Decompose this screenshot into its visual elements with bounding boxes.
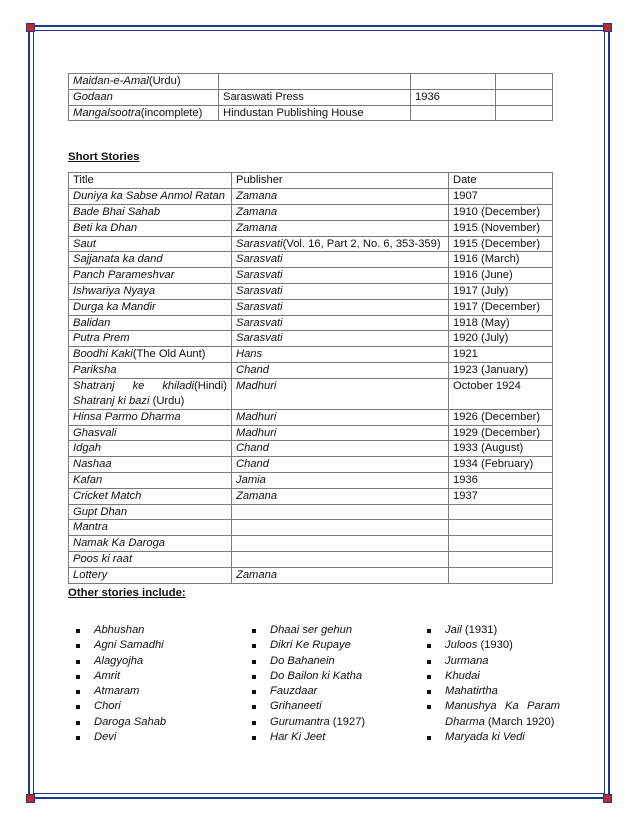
list-item: Jail (1931) <box>425 623 560 638</box>
story-publisher: Chand <box>236 363 269 376</box>
list-item: Har Ki Jeet <box>250 730 410 745</box>
story-publisher: Madhuri <box>232 378 449 409</box>
list-item: Atmaram <box>74 684 234 699</box>
story-title: Durga ka Mandir <box>73 300 156 313</box>
table-row <box>69 488 553 504</box>
story-publisher: Chand <box>232 441 449 457</box>
table-row <box>69 457 553 473</box>
story-title: Cricket Match <box>69 488 232 504</box>
story-publisher <box>232 536 449 552</box>
list-item: Amrit <box>74 669 234 684</box>
story-title: Gupt Dhan <box>69 504 232 520</box>
column-header: Date <box>449 173 553 189</box>
story-date: 1916 (March) <box>449 252 553 268</box>
story-publisher: Sarasvati <box>236 269 283 282</box>
story-date: 1933 (August) <box>449 441 553 457</box>
story-date: 1915 (November) <box>449 220 553 236</box>
corner-ornament <box>603 794 612 803</box>
table-row <box>69 268 553 284</box>
story-date: 1917 (July) <box>449 283 553 299</box>
novel-title: Mangalsootra <box>73 106 141 119</box>
story-publisher: Zamana <box>236 190 278 203</box>
table-row: Shatranj ke khiladi(Hindi) Shatranj ki bazi (Urdu) Madhuri October 1924 <box>69 378 553 409</box>
list-item: Mahatirtha <box>425 684 560 699</box>
story-publisher: Zamana <box>232 488 449 504</box>
story-date: 1937 <box>449 488 553 504</box>
story-publisher: Sarasvati <box>236 332 283 345</box>
story-publisher: Chand <box>232 457 449 473</box>
story-date: 1918 (May) <box>449 315 553 331</box>
table-row <box>69 520 553 536</box>
other-stories-heading: Other stories include: <box>68 586 186 599</box>
list-item: Alagyojha <box>74 654 234 669</box>
story-date <box>449 551 553 567</box>
story-publisher: Hans <box>236 348 263 361</box>
story-title: Saut <box>73 237 97 250</box>
table-row <box>69 252 553 268</box>
table-row <box>69 536 553 552</box>
story-publisher <box>232 551 449 567</box>
novels-table <box>68 73 553 121</box>
story-date: 1923 (January) <box>449 362 553 378</box>
novel-date <box>411 74 496 90</box>
novel-publisher: Saraswati Press <box>219 89 411 105</box>
story-date: 1920 (July) <box>449 331 553 347</box>
story-publisher: Sarasvati <box>236 237 283 250</box>
story-title: Kafan <box>69 472 232 488</box>
list-item: Abhushan <box>74 623 234 638</box>
story-title: Bade Bhai Sahab <box>73 205 161 218</box>
list-item: Daroga Sahab <box>74 715 234 730</box>
story-title: Namak Ka Daroga <box>69 536 232 552</box>
story-date: 1934 (February) <box>449 457 553 473</box>
story-date <box>449 567 553 583</box>
list-item: Grihaneeti <box>250 699 410 714</box>
table-row <box>69 425 553 441</box>
story-title: Poos ki raat <box>69 551 232 567</box>
story-date: 1936 <box>449 472 553 488</box>
table-row <box>69 472 553 488</box>
story-title: Hinsa Parmo Dharma <box>69 409 232 425</box>
story-title: Mantra <box>69 520 232 536</box>
story-title: Pariksha <box>73 363 117 376</box>
corner-ornament <box>26 23 35 32</box>
story-title: Sajjanata ka dand <box>73 253 163 266</box>
list-item: Do Bahanein <box>250 654 410 669</box>
story-date: 1926 (December) <box>449 409 553 425</box>
table-row <box>69 551 553 567</box>
table-row <box>69 89 553 105</box>
table-row <box>69 504 553 520</box>
story-title: Lottery <box>69 567 232 583</box>
novel-date: 1936 <box>411 89 496 105</box>
story-title: Nashaa <box>69 457 232 473</box>
table-row <box>69 331 553 347</box>
story-publisher: Madhuri <box>232 409 449 425</box>
novel-title: Godaan <box>73 90 113 103</box>
novel-publisher <box>219 74 411 90</box>
story-title: Putra Prem <box>73 332 130 345</box>
novel-title: Maidan-e-Amal <box>73 75 149 87</box>
story-date <box>449 504 553 520</box>
list-item: Gurumantra (1927) <box>250 715 410 730</box>
story-publisher <box>232 504 449 520</box>
story-date: 1917 (December) <box>449 299 553 315</box>
table-row <box>69 220 553 236</box>
table-row <box>69 189 553 205</box>
table-row <box>69 567 553 583</box>
story-title: Boodhi Kaki <box>73 348 133 361</box>
table-row: Boodhi Kaki(The Old Aunt) Hans 1921 <box>69 347 553 363</box>
list-item: Manushya Ka Param Dharma (March 1920) <box>425 699 560 730</box>
column-header: Title <box>69 173 232 189</box>
short-stories-heading: Short Stories <box>68 151 140 164</box>
story-date: October 1924 <box>449 378 553 409</box>
story-title: Ghasvali <box>69 425 232 441</box>
table-row: Saut Sarasvati(Vol. 16, Part 2, No. 6, 353-359) 1915 (December) <box>69 236 553 252</box>
list-item: Maryada ki Vedi <box>425 730 560 745</box>
story-publisher: Zamana <box>232 567 449 583</box>
table-row <box>69 315 553 331</box>
story-date: 1907 <box>449 189 553 205</box>
table-row <box>69 299 553 315</box>
list-item: Jurmana <box>425 654 560 669</box>
story-title: Idgah <box>69 441 232 457</box>
list-item: Dikri Ke Rupaye <box>250 638 410 653</box>
table-row <box>69 441 553 457</box>
story-publisher: Sarasvati <box>236 316 283 329</box>
corner-ornament <box>603 23 612 32</box>
table-header-row <box>69 173 553 189</box>
column-header: Publisher <box>232 173 449 189</box>
story-date: 1910 (December) <box>449 204 553 220</box>
story-date <box>449 536 553 552</box>
table-row <box>69 409 553 425</box>
story-title: Balidan <box>73 316 111 329</box>
list-item: Chori <box>74 699 234 714</box>
table-row <box>69 362 553 378</box>
story-publisher: Sarasvati <box>236 284 283 297</box>
other-stories-column <box>250 623 410 745</box>
list-item: Juloos (1930) <box>425 638 560 653</box>
story-date <box>449 520 553 536</box>
story-title: Panch Parameshvar <box>73 269 175 282</box>
other-stories-column <box>425 623 560 745</box>
list-item: Devi <box>74 730 234 745</box>
story-publisher: Zamana <box>236 205 278 218</box>
story-publisher: Jamia <box>232 472 449 488</box>
story-date: 1929 (December) <box>449 425 553 441</box>
story-title: Ishwariya Nyaya <box>73 284 156 297</box>
other-stories-column <box>74 623 234 745</box>
story-publisher: Sarasvati <box>236 253 283 266</box>
story-title: Duniya ka Sabse Anmol Ratan <box>73 190 225 203</box>
story-date: 1921 <box>449 347 553 363</box>
corner-ornament <box>26 794 35 803</box>
table-row: Mangalsootra(incomplete) Hindustan Publishing House <box>69 105 553 121</box>
list-item: Agni Samadhi <box>74 638 234 653</box>
story-publisher <box>232 520 449 536</box>
story-publisher: Zamana <box>236 221 278 234</box>
story-date: 1915 (December) <box>449 236 553 252</box>
story-publisher: Madhuri <box>232 425 449 441</box>
list-item: Do Bailon ki Katha <box>250 669 410 684</box>
novel-date <box>411 105 496 121</box>
short-stories-table <box>68 172 553 583</box>
list-item: Dhaai ser gehun <box>250 623 410 638</box>
table-row: Maidan-e-Amal(Urdu) <box>69 74 553 90</box>
story-title: Beti ka Dhan <box>73 221 138 234</box>
table-row <box>69 283 553 299</box>
table-row <box>69 204 553 220</box>
list-item: Khudai <box>425 669 560 684</box>
novel-publisher: Hindustan Publishing House <box>219 105 411 121</box>
document-content <box>68 73 552 599</box>
story-publisher: Sarasvati <box>236 300 283 313</box>
list-item: Fauzdaar <box>250 684 410 699</box>
story-date: 1916 (June) <box>449 268 553 284</box>
